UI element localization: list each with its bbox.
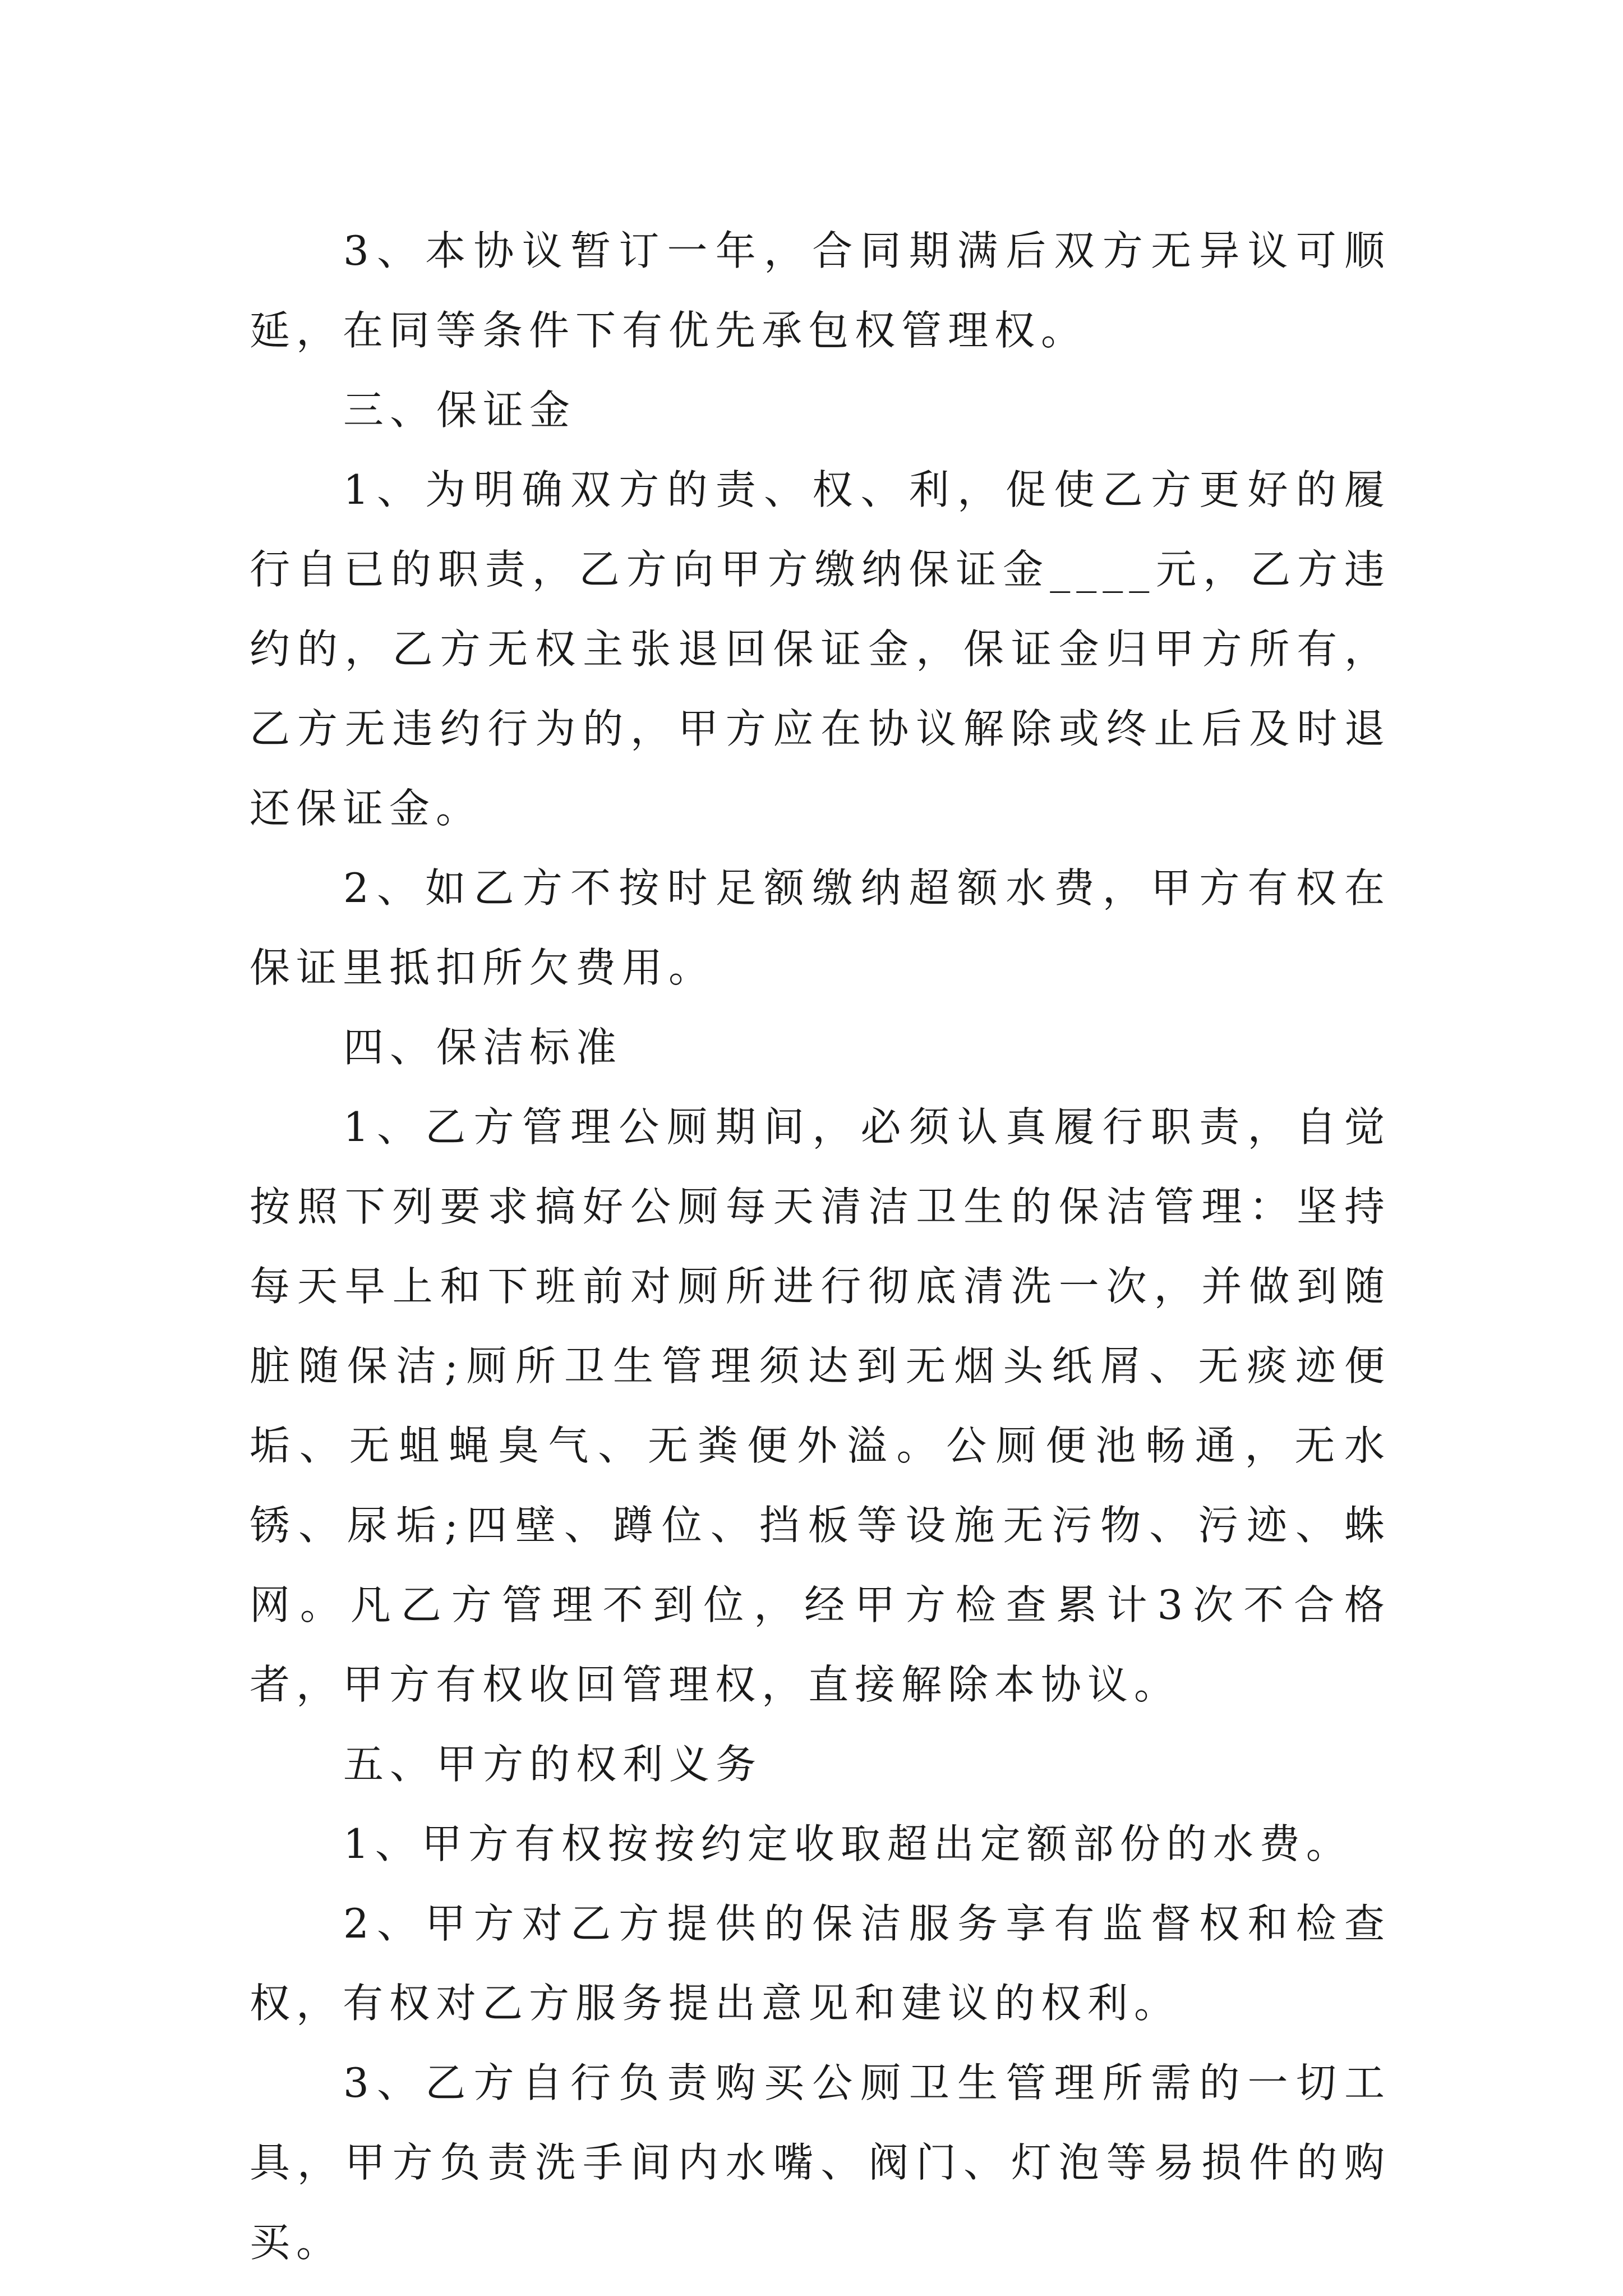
section-heading-deposit: 三、保证金 (343, 386, 577, 434)
clause-tools-purchase: 3、乙方自行负责购买公厕卫生管理所需的一切工具，甲方负责洗手间内水嘴、阀门、灯泡等易损件的购买。 (250, 2059, 1391, 2266)
clause-term-renewal: 3、本协议暂订一年，合同期满后双方无异议可顺延，在同等条件下有优先承包权管理权。 (250, 227, 1391, 354)
clause-supervision: 2、甲方对乙方提供的保洁服务享有监督权和检查权，有权对乙方服务提出意见和建议的权利。 (250, 1900, 1391, 2027)
clause-water-fee: 1、甲方有权按按约定收取超出定额部份的水费。 (343, 1820, 1353, 1867)
clause-deposit-deduction: 2、如乙方不按时足额缴纳超额水费，甲方有权在保证里抵扣所欠费用。 (250, 864, 1391, 991)
clause-deposit-payment: 1、为明确双方的责、权、利，促使乙方更好的履行自已的职责，乙方向甲方缴纳保证金____元，乙方违约的，乙方无权主张退回保证金，保证金归甲方所有，乙方无违约行为的，甲方应在协议解除或终止后及时退还保证金。 (250, 466, 1391, 832)
document-page (250, 211, 1391, 2282)
clause-cleaning-requirements: 1、乙方管理公厕期间，必须认真履行职责，自觉按照下列要求搞好公厕每天清洁卫生的保洁管理：坚持每天早上和下班前对厕所进行彻底清洗一次，并做到随脏随保洁;厕所卫生管理须达到无烟头纸屑、无痰迹便垢、无蛆蝇臭气、无粪便外溢。公厕便池畅通，无水锈、尿垢;四壁、蹲位、挡板等设施无污物、污迹、蛛网。凡乙方管理不到位，经甲方检查累计3次不合格者，甲方有权收回管理权，直接解除本协议。 (250, 1103, 1391, 1708)
section-heading-party-a-rights: 五、甲方的权利义务 (343, 1741, 763, 1788)
section-heading-cleaning-standard: 四、保洁标准 (343, 1024, 623, 1071)
